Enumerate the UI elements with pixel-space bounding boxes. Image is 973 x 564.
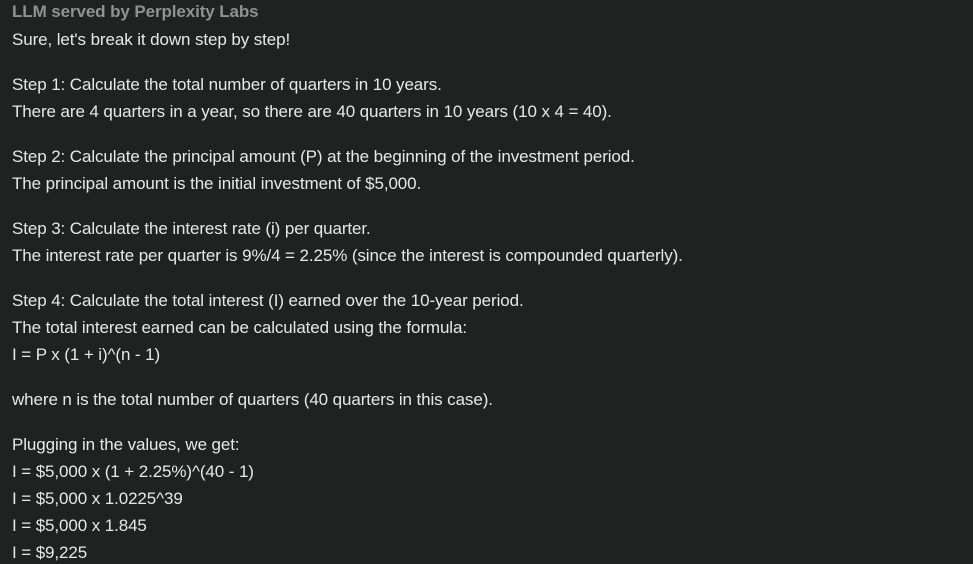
step1-body: There are 4 quarters in a year, so there are 40 quarters in 10 years (10 x 4 = 40). <box>12 102 612 121</box>
step3-body: The interest rate per quarter is 9%/4 = 2.25% (since the interest is compounded quarterly). <box>12 246 683 265</box>
plugging-intro: Plugging in the values, we get: <box>12 435 240 454</box>
step4-body: The total interest earned can be calculated using the formula: <box>12 318 467 337</box>
calc-line: I = $5,000 x 1.0225^39 <box>12 489 183 508</box>
intro-text: Sure, let's break it down step by step! <box>12 30 291 49</box>
step3-title: Step 3: Calculate the interest rate (i) per quarter. <box>12 219 371 238</box>
step4-formula: I = P x (1 + i)^(n - 1) <box>12 345 161 364</box>
step4-title: Step 4: Calculate the total interest (I) earned over the 10-year period. <box>12 291 524 310</box>
assistant-message <box>12 29 962 564</box>
calc-line: I = $5,000 x 1.845 <box>12 516 147 535</box>
model-source-label: LLM served by Perplexity Labs <box>12 2 259 21</box>
where-note: where n is the total number of quarters (40 quarters in this case). <box>12 390 493 409</box>
calc-line: I = $5,000 x (1 + 2.25%)^(40 - 1) <box>12 462 254 481</box>
calc-line: I = $9,225 <box>12 543 88 562</box>
step1-title: Step 1: Calculate the total number of quarters in 10 years. <box>12 75 442 94</box>
step2-body: The principal amount is the initial investment of $5,000. <box>12 174 422 193</box>
step2-title: Step 2: Calculate the principal amount (P) at the beginning of the investment period. <box>12 147 635 166</box>
